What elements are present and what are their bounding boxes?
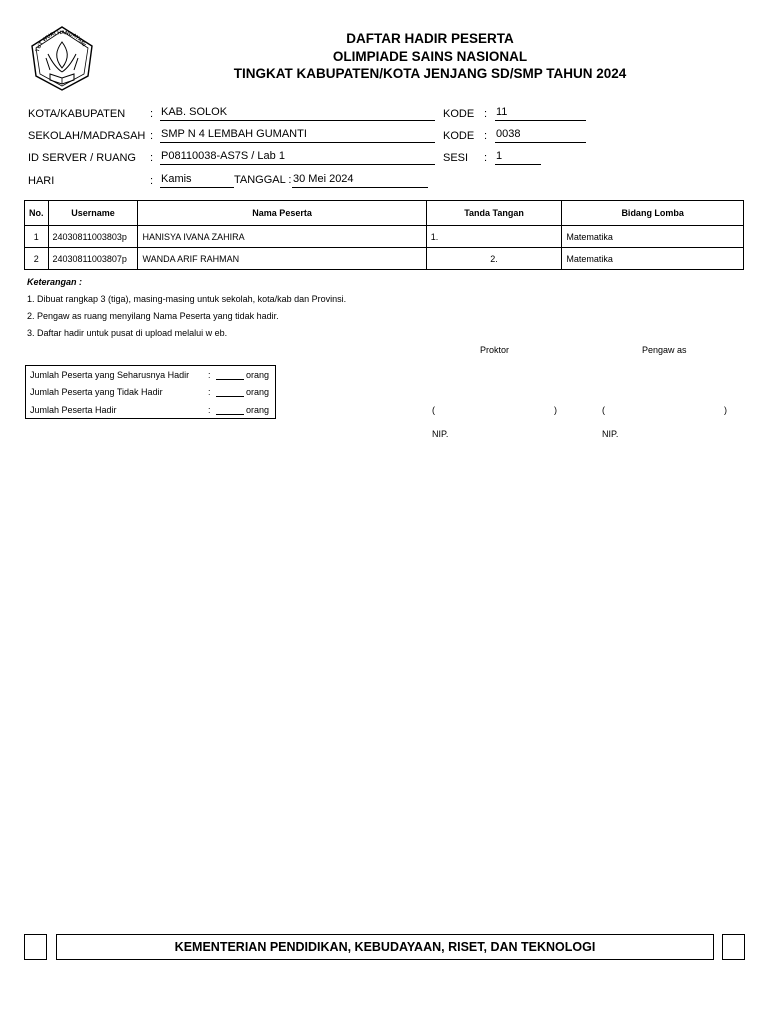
keterangan-item-2: 2. Pengaw as ruang menyilang Nama Peserta yang tidak hadir. [27,311,279,321]
attendance-table [24,200,744,270]
row-signature-slot: 1. [426,226,562,248]
pengawas-close-paren: ) [724,405,727,415]
footer-left-box [24,934,47,960]
svg-text:TUT WURI HANDAYANI: TUT WURI HANDAYANI [34,29,87,53]
title-line-3: TINGKAT KABUPATEN/KOTA JENJANG SD/SMP TAHUN 2024 [233,66,627,81]
kode1-colon: : [484,108,488,120]
summary-unit: orang [246,370,270,380]
server-value: P08110038-AS7S / Lab 1 [160,150,435,165]
row-no: 1 [25,226,49,248]
summary-row-expected [30,370,274,380]
proktor-close-paren: ) [554,405,557,415]
summary-unit: orang [246,405,270,415]
header-bidang-lomba: Bidang Lomba [562,201,744,226]
kode1-value: 11 [495,106,586,121]
proktor-nip-label: NIP. [432,429,449,439]
row-no: 2 [25,248,49,270]
summary-colon: : [208,370,211,380]
kota-value: KAB. SOLOK [160,106,435,121]
hari-value: Kamis [160,173,234,188]
kode1-label: KODE [443,108,475,120]
kota-colon: : [150,108,154,120]
summary-colon: : [208,405,211,415]
footer-right-box [722,934,745,960]
row-signature-slot: 2. [426,248,562,270]
table-row [25,248,744,270]
header-username: Username [48,201,138,226]
server-colon: : [150,152,154,164]
tanggal-label: TANGGAL : [234,174,292,186]
row-bidang: Matematika [562,226,744,248]
hari-colon: : [150,175,154,187]
title-line-2: OLIMPIADE SAINS NASIONAL [332,49,528,64]
title-line-1: DAFTAR HADIR PESERTA [346,31,514,46]
row-nama: WANDA ARIF RAHMAN [138,248,426,270]
keterangan-title: Keterangan : [27,277,83,287]
row-username: 24030811003803p [48,226,138,248]
summary-row-present [30,405,274,415]
kode2-label: KODE [443,130,475,142]
server-label: ID SERVER / RUANG [28,152,136,164]
table-row [25,226,744,248]
table-header-row [25,201,744,226]
hari-label: HARI [28,175,55,187]
kota-label: KOTA/KABUPATEN [28,108,126,120]
summary-unit: orang [246,387,270,397]
footer-text: KEMENTERIAN PENDIDIKAN, KEBUDAYAAN, RISET, DAN TEKNOLOGI [174,940,596,954]
header-nama-peserta: Nama Peserta [138,201,426,226]
header-tanda-tangan: Tanda Tangan [426,201,562,226]
proktor-open-paren: ( [432,405,435,415]
sekolah-colon: : [150,130,154,142]
sesi-label: SESI [443,152,469,164]
summary-box [25,365,276,419]
keterangan-item-3: 3. Daftar hadir untuk pusat di upload melalui w eb. [27,328,228,338]
summary-row-absent [30,387,274,397]
pengawas-nip-label: NIP. [602,429,619,439]
row-nama: HANISYA IVANA ZAHIRA [138,226,426,248]
sekolah-value: SMP N 4 LEMBAH GUMANTI [160,128,435,143]
row-bidang: Matematika [562,248,744,270]
summary-colon: : [208,387,211,397]
header-no: No. [25,201,49,226]
row-username: 24030811003807p [48,248,138,270]
summary-label: Jumlah Peserta Hadir [30,405,117,415]
keterangan-item-1: 1. Dibuat rangkap 3 (tiga), masing-masing untuk sekolah, kota/kab dan Provinsi. [27,294,347,304]
pengawas-open-paren: ( [602,405,605,415]
proktor-label: Proktor [480,345,510,355]
summary-label: Jumlah Peserta yang Tidak Hadir [30,387,163,397]
summary-blank-line [216,396,244,397]
kode2-colon: : [484,130,488,142]
sekolah-label: SEKOLAH/MADRASAH [28,130,146,142]
summary-label: Jumlah Peserta yang Seharusnya Hadir [30,370,190,380]
summary-blank-line [216,414,244,415]
sesi-value: 1 [495,150,541,165]
kemendikbud-logo-icon [26,24,98,92]
summary-blank-line [216,379,244,380]
tanggal-value: 30 Mei 2024 [292,173,428,188]
pengawas-label: Pengaw as [642,345,687,355]
sesi-colon: : [484,152,488,164]
kode2-value: 0038 [495,128,586,143]
footer-banner [56,934,714,960]
